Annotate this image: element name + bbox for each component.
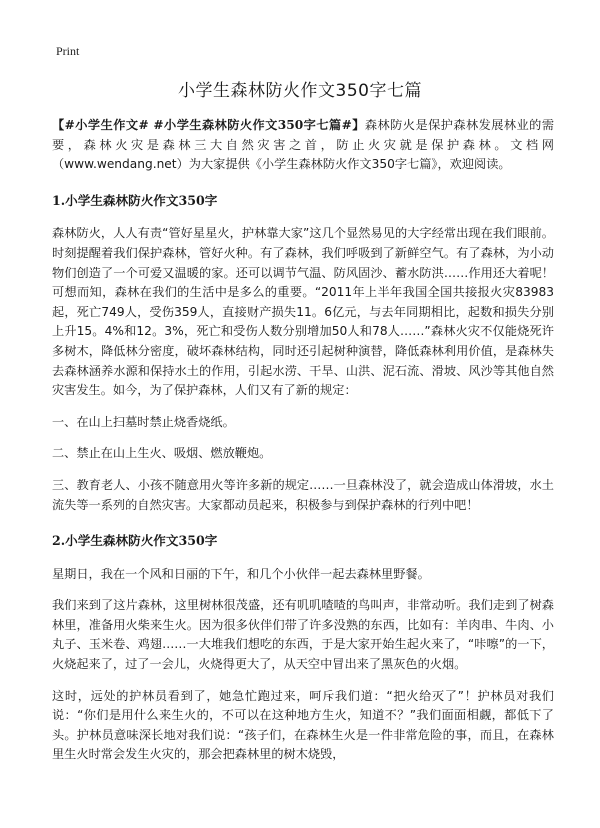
print-label[interactable]: Print xyxy=(56,44,80,58)
paragraph: 这时，远处的护林员看到了，她急忙跑过来，呵斥我们道：“把火给灭了”！护林员对我们说：“你们是用什么来生火的，不可以在这种地方生火，知道不？”我们面面相觑，都低下了头。护林员意味深长地对我们说：“孩子们，在森林生火是一件非常危险的事，而且，在森林里生火时常会发生火灾的，那会把森林里的树木烧毁， xyxy=(52,688,554,762)
page-title: 小学生森林防火作文350字七篇 xyxy=(178,81,422,101)
paragraph: 一、在山上扫墓时禁止烧香烧纸。 xyxy=(52,414,235,429)
document-body xyxy=(52,116,554,777)
paragraph: 我们来到了这片森林，这里树林很茂盛，还有叽叽喳喳的鸟叫声，非常动听。我们走到了树森林里，准备用火柴来生火。因为很多伙伴们带了许多没熟的东西，比如有：羊肉串、牛肉、小丸子、玉米卷、鸡翅……一大堆我们想吃的东西，于是大家开始生起火来了，“咔嚓”的一下，火烧起来了，过了一会儿，火烧得更大了，从天空中冒出来了黑灰色的火烟。 xyxy=(52,598,554,672)
paragraph: 二、禁止在山上生火、吸烟、燃放鞭炮。 xyxy=(52,446,272,461)
intro-text: 森林防火是保护森林发展林业的需要，森林火灾是森林三大自然灾害之首，防止火灾就是保护森林。文档网（www.wendang.net）为大家提供《小学生森林防火作文350字七篇》，欢迎阅读。 xyxy=(52,118,555,172)
tag-line: 【#小学生作文# #小学生森林防火作文350字七篇#】 xyxy=(52,118,365,132)
section-heading: 1.小学生森林防火作文350字 xyxy=(52,192,218,208)
paragraph: 三、教育老人、小孩不随意用火等许多新的规定……一旦森林没了，就会造成山体滑坡，水土流失等一系列的自然灾害。大家都动员起来，积极参与到保护森林的行列中吧！ xyxy=(52,477,554,512)
paragraph: 星期日，我在一个风和日丽的下午，和几个小伙伴一起去森林里野餐。 xyxy=(52,566,430,581)
intro-paragraph xyxy=(52,116,554,175)
paragraph: 森林防火，人人有责“管好星星火，护林靠大家”这几个显然易见的大字经常出现在我们眼前。时刻提醒着我们保护森林，管好火种。有了森林，我们呼吸到了新鲜空气。有了森林，为小动物们创造了一个可爱又温暖的家。还可以调节气温、防风固沙、蓄水防洪……作用还大着呢！可想而知，森林在我们的生活中是多么的重要。“2011年上半年我国全国共接报火灾83983起，死亡749人，受伤359人，直接财产损失11。6亿元，与去年同期相比，起数和损失分别上升15。4%和12。3%，死亡和受伤人数分别增加50人和78人……”森林火灾不仅能烧死许多树木，降低林分密度，破坏森林结构，同时还引起树种演替，降低森林利用价值，是森林失去森林涵养水源和保持水土的作用，引起水涝、干旱、山洪、泥石流、滑坡、风沙等其他自然灾害发生。如今，为了保护森林，人们又有了新的规定： xyxy=(52,226,554,398)
section-heading: 2.小学生森林防火作文350字 xyxy=(52,533,218,549)
